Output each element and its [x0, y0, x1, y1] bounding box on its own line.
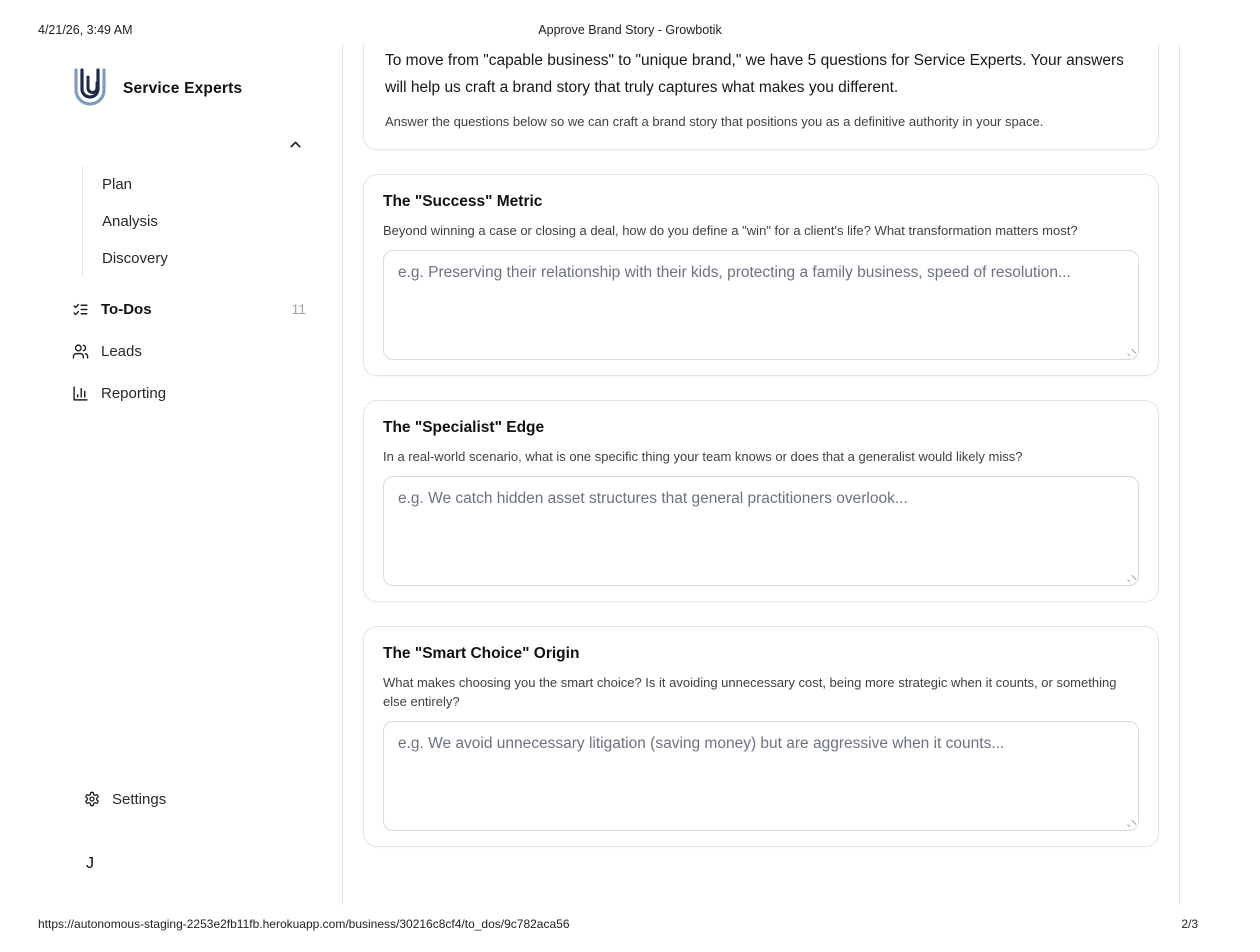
answer-field-wrap — [383, 721, 1139, 831]
sidebar-item-discovery[interactable]: Discovery — [102, 250, 168, 267]
sidebar-spacer — [0, 414, 342, 787]
settings-label: Settings — [112, 790, 167, 808]
question-description: Beyond winning a case or closing a deal, how do you define a "win" for a client's life? What transformation matters most? — [383, 223, 1078, 238]
gear-icon — [84, 791, 100, 807]
todos-count-badge: 11 — [291, 301, 306, 317]
page-indicator: 2/3 — [1181, 917, 1198, 931]
sidebar-item-plan[interactable]: Plan — [102, 176, 133, 193]
print-footer — [0, 905, 1260, 952]
document-title: Approve Brand Story - Growbotik — [538, 23, 722, 37]
question-description: What makes choosing you the smart choice? Is it avoiding unnecessary cost, being more strategic when it counts, or something else entirely? — [383, 675, 1117, 709]
intro-card — [363, 44, 1159, 150]
brand — [72, 68, 306, 110]
answer-textarea-specialist-edge[interactable] — [383, 476, 1139, 586]
intro-paragraph: To move from "capable business" to "unique brand," we have 5 questions for Service Experts. Your answers will help us craft a brand story that truly captures what makes you different. — [385, 52, 1124, 96]
question-card-specialist-edge — [363, 400, 1159, 602]
main-content — [342, 44, 1180, 905]
sidebar-item-label: Reporting — [101, 384, 167, 402]
print-url: https://autonomous-staging-2253e2fb11fb.herokuapp.com/business/30216c8cf4/to_dos/9c782aca56 — [38, 917, 570, 931]
sidebar-item-leads[interactable] — [0, 330, 342, 372]
brand-logo-icon — [72, 68, 108, 110]
answer-textarea-smart-choice-origin[interactable] — [383, 721, 1139, 831]
bar-chart-icon — [72, 385, 89, 402]
app-frame — [0, 44, 1260, 905]
list-checks-icon — [72, 301, 89, 318]
print-timestamp: 4/21/26, 3:49 AM — [38, 23, 133, 37]
intro-subparagraph: Answer the questions below so we can craft a brand story that positions you as a definitive authority in your space. — [385, 114, 1044, 129]
question-title: The "Specialist" Edge — [383, 419, 545, 436]
answer-field-wrap — [383, 476, 1139, 586]
user-avatar[interactable]: J — [86, 855, 94, 872]
answer-textarea-success-metric[interactable] — [383, 250, 1139, 360]
right-gutter — [1180, 44, 1260, 905]
sidebar-item-settings[interactable] — [0, 787, 342, 811]
users-icon — [72, 343, 89, 360]
chevron-up-icon[interactable] — [287, 136, 304, 153]
sidebar-item-label: To-Dos — [101, 300, 152, 318]
sidebar-item-todos[interactable] — [0, 288, 342, 330]
sidebar-subnav — [82, 166, 342, 277]
answer-field-wrap — [383, 250, 1139, 360]
sidebar-nav — [0, 288, 342, 414]
sidebar — [0, 44, 342, 905]
sidebar-item-reporting[interactable] — [0, 372, 342, 414]
sidebar-item-analysis[interactable]: Analysis — [102, 213, 158, 230]
question-title: The "Success" Metric — [383, 193, 543, 210]
sidebar-collapse[interactable] — [0, 136, 342, 154]
print-header — [0, 0, 1260, 44]
question-title: The "Smart Choice" Origin — [383, 645, 580, 662]
question-card-success-metric — [363, 174, 1159, 376]
question-card-smart-choice-origin — [363, 626, 1159, 847]
brand-name: Service Experts — [123, 80, 243, 97]
question-description: In a real-world scenario, what is one specific thing your team knows or does that a generalist would likely miss? — [383, 449, 1023, 464]
sidebar-item-label: Leads — [101, 342, 142, 360]
